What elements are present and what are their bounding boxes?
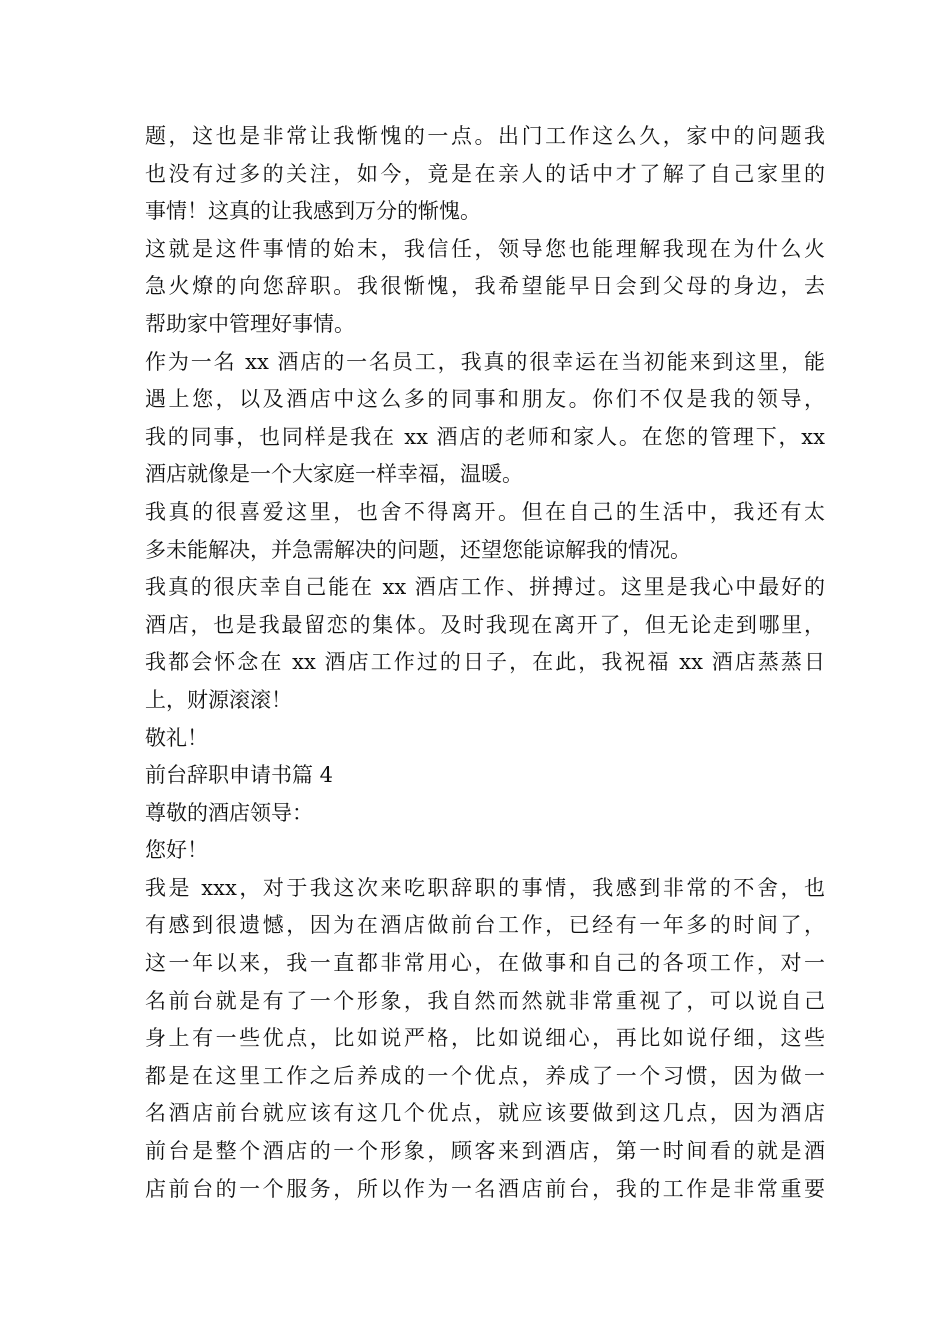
text-line: 我都会怀念在 xx 酒店工作过的日子，在此，我祝福 xx 酒店蒸蒸日 bbox=[145, 650, 825, 675]
text-line: 事情！这真的让我感到万分的惭愧。 bbox=[145, 199, 481, 224]
text-line: 名酒店前台就应该有这几个优点，就应该要做到这几点，因为酒店 bbox=[145, 1101, 825, 1126]
text-line: 您好！ bbox=[145, 838, 208, 863]
text-line: 我真的很喜爱这里，也舍不得离开。但在自己的生活中，我还有太 bbox=[145, 499, 825, 524]
text-line: 急火燎的向您辞职。我很惭愧，我希望能早日会到父母的身边，去 bbox=[145, 274, 825, 299]
text-line: 前台辞职申请书篇 4 bbox=[145, 763, 334, 788]
text-line: 名前台就是有了一个形象，我自然而然就非常重视了，可以说自己 bbox=[145, 988, 825, 1013]
text-line: 敬礼！ bbox=[145, 725, 208, 750]
text-line: 有感到很遗憾，因为在酒店做前台工作，已经有一年多的时间了， bbox=[145, 913, 825, 938]
text-line: 这就是这件事情的始末，我信任，领导您也能理解我现在为什么火 bbox=[145, 236, 825, 261]
document-body bbox=[145, 118, 825, 1208]
text-line: 多未能解决，并急需解决的问题，还望您能谅解我的情况。 bbox=[145, 537, 691, 562]
text-line: 身上有一些优点，比如说严格，比如说细心，再比如说仔细，这些 bbox=[145, 1026, 825, 1051]
text-line: 这一年以来，我一直都非常用心，在做事和自己的各项工作，对一 bbox=[145, 951, 825, 976]
text-line: 也没有过多的关注，如今，竟是在亲人的话中才了解了自己家里的 bbox=[145, 161, 825, 186]
text-line: 我真的很庆幸自己能在 xx 酒店工作、拼搏过。这里是我心中最好的 bbox=[145, 575, 825, 600]
text-line: 题，这也是非常让我惭愧的一点。出门工作这么久，家中的问题我 bbox=[145, 124, 825, 148]
text-line: 遇上您，以及酒店中这么多的同事和朋友。你们不仅是我的领导， bbox=[145, 387, 825, 412]
text-line: 前台是整个酒店的一个形象，顾客来到酒店，第一时间看的就是酒 bbox=[145, 1139, 825, 1164]
text-line: 帮助家中管理好事情。 bbox=[145, 311, 355, 336]
text-line: 酒店，也是我最留恋的集体。及时我现在离开了，但无论走到哪里， bbox=[145, 612, 825, 637]
text-line: 酒店就像是一个大家庭一样幸福，温暖。 bbox=[145, 462, 523, 487]
text-line: 我是 xxx，对于我这次来吃职辞职的事情，我感到非常的不舍，也 bbox=[145, 875, 825, 900]
text-line: 尊敬的酒店领导： bbox=[145, 800, 313, 825]
text-line: 我的同事，也同样是我在 xx 酒店的老师和家人。在您的管理下，xx bbox=[145, 424, 825, 449]
text-line: 作为一名 xx 酒店的一名员工，我真的很幸运在当初能来到这里，能 bbox=[145, 349, 825, 374]
text-line: 上，财源滚滚！ bbox=[145, 687, 292, 712]
text-line: 店前台的一个服务，所以作为一名酒店前台，我的工作是非常重要 bbox=[145, 1176, 825, 1201]
text-line: 都是在这里工作之后养成的一个优点，养成了一个习惯，因为做一 bbox=[145, 1063, 825, 1088]
